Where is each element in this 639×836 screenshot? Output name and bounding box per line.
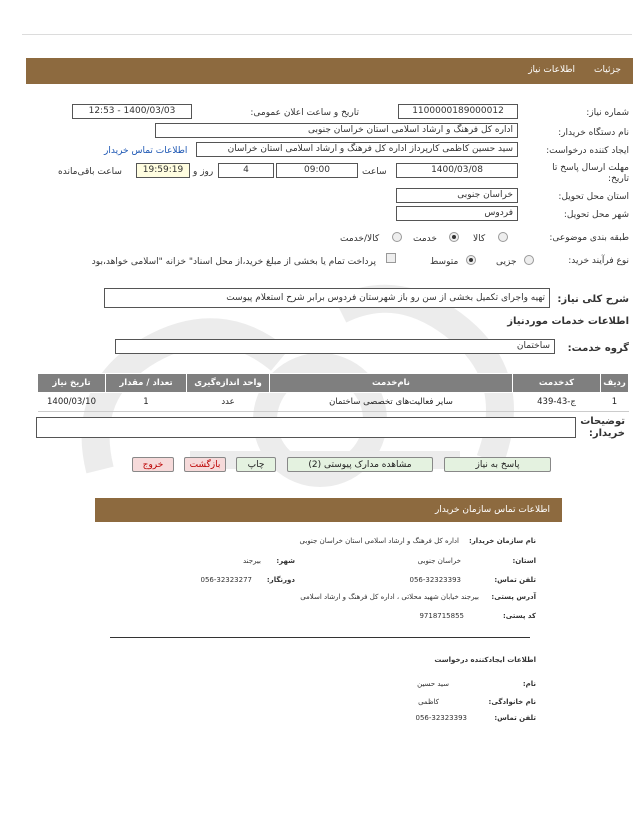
buyer-org-field: اداره کل فرهنگ و ارشاد اسلامی استان خراسان جنوبی <box>155 123 518 138</box>
tab-details[interactable]: جزئیات <box>594 65 621 75</box>
category-label: طبقه بندی موضوعی: <box>549 233 629 243</box>
contact-org-value: اداره کل فرهنگ و ارشاد اسلامی استان خراسان جنوبی <box>299 537 459 545</box>
need-number-field: 1100000189000012 <box>398 104 518 119</box>
announce-label: تاریخ و ساعت اعلان عمومی: <box>250 108 359 118</box>
days-field: 4 <box>218 163 274 178</box>
contact-province-label: استان: <box>512 557 536 565</box>
category-radio-goods[interactable] <box>498 232 508 242</box>
process-radio-medium[interactable] <box>466 255 476 265</box>
contact-city-label: شهر: <box>276 557 295 565</box>
tab-need-info[interactable]: اطلاعات نیاز <box>528 65 575 75</box>
contact-postal-value: 9718715855 <box>419 612 464 620</box>
exit-button[interactable]: خروج <box>132 457 174 472</box>
process-radio-minor[interactable] <box>524 255 534 265</box>
creator-section-title: اطلاعات ایجادکننده درخواست <box>434 656 536 664</box>
back-button[interactable]: بازگشت <box>184 457 226 472</box>
contact-phone-label: تلفن تماس: <box>494 576 536 584</box>
province-label: استان محل تحویل: <box>558 192 629 202</box>
services-table <box>37 373 629 412</box>
buyer-contact-link[interactable]: اطلاعات تماس خریدار <box>104 146 188 156</box>
creator-phone-value: 056-32323393 <box>415 714 467 722</box>
province-field: خراسان جنوبی <box>396 188 518 203</box>
process-minor-label: جزیی <box>496 257 517 267</box>
contact-address-label: آدرس پستی: <box>491 593 536 601</box>
category-radio-service[interactable] <box>449 232 459 242</box>
summary-field: تهیه واجرای تکمیل بخشی از سن رو باز شهرستان فردوس برابر شرح استعلام پیوست <box>104 288 550 308</box>
cell-row: 1 <box>601 393 629 412</box>
services-title: اطلاعات خدمات موردنیاز <box>507 316 629 327</box>
category-service-label: خدمت <box>413 234 437 244</box>
need-number-label: شماره نیاز: <box>586 108 629 118</box>
col-unit: واحد اندازه‌گیری <box>187 374 270 393</box>
contact-address-value: بیرجند خیابان شهید محلاتی ، اداره کل فرهنگ و ارشاد اسلامی <box>300 593 479 601</box>
buyer-notes-field <box>36 417 576 438</box>
creator-name-value: سید حسین <box>417 680 449 688</box>
table-row <box>38 393 629 412</box>
remaining-label: ساعت باقی‌مانده <box>58 167 122 177</box>
top-divider <box>22 34 632 35</box>
contact-org-label: نام سازمان خریدار: <box>468 537 536 545</box>
city-label: شهر محل تحویل: <box>563 210 629 220</box>
header-bar <box>26 58 633 84</box>
contact-section-bar <box>95 498 562 522</box>
creator-family-value: کاظمی <box>418 698 439 706</box>
announce-field: 1400/03/03 - 12:53 <box>72 104 192 119</box>
attachments-button[interactable]: مشاهده مدارک پیوستی (2) <box>287 457 433 472</box>
remaining-time-field: 19:59:19 <box>136 163 190 178</box>
category-radio-both[interactable] <box>392 232 402 242</box>
contact-fax-value: 056-32323277 <box>200 576 252 584</box>
deadline-time-label: ساعت <box>362 167 387 177</box>
contact-divider <box>110 637 530 638</box>
category-both-label: کالا/خدمت <box>340 234 380 244</box>
col-name: نام‌خدمت <box>270 374 513 393</box>
deadline-time-field: 09:00 <box>276 163 358 178</box>
days-label: روز و <box>193 167 214 177</box>
process-medium-label: متوسط <box>430 257 459 267</box>
summary-label: شرح کلی نیاز: <box>557 294 629 305</box>
service-group-field: ساختمان <box>115 339 555 354</box>
col-row: ردیف <box>601 374 629 393</box>
col-code: کدخدمت <box>513 374 601 393</box>
contact-city-value: بیرجند <box>242 557 261 565</box>
contact-section-title: اطلاعات تماس سازمان خریدار <box>434 505 550 515</box>
deadline-date-field: 1400/03/08 <box>396 163 518 178</box>
col-date: تاریخ نیاز <box>38 374 106 393</box>
contact-province-value: خراسان جنوبی <box>417 557 461 565</box>
creator-label: ایجاد کننده درخواست: <box>546 146 629 156</box>
creator-field: سید حسین کاظمی کارپرداز اداره کل فرهنگ و ارشاد اسلامی استان خراسان <box>196 142 518 157</box>
col-qty: تعداد / مقدار <box>106 374 187 393</box>
treasury-note: پرداخت تمام یا بخشی از مبلغ خرید،از محل اسناد" خزانه "اسلامی خواهد،بود <box>91 257 376 267</box>
cell-code: ج-43-439 <box>513 393 601 412</box>
creator-name-label: نام: <box>522 680 536 688</box>
cell-date: 1400/03/10 <box>38 393 106 412</box>
table-header-row <box>38 374 629 393</box>
contact-phone-value: 056-32323393 <box>409 576 461 584</box>
category-goods-label: کالا <box>473 234 486 244</box>
deadline-label: مهلت ارسال پاسخ تا تاریخ: <box>552 163 629 184</box>
cell-name: سایر فعالیت‌های تخصصی ساختمان <box>270 393 513 412</box>
process-label: نوع فرآیند خرید: <box>568 256 629 266</box>
creator-phone-label: تلفن تماس: <box>494 714 536 722</box>
reply-button[interactable]: پاسخ به نیاز <box>444 457 551 472</box>
service-group-label: گروه خدمت: <box>567 343 629 354</box>
cell-qty: 1 <box>106 393 187 412</box>
print-button[interactable]: چاپ <box>236 457 276 472</box>
cell-unit: عدد <box>187 393 270 412</box>
contact-fax-label: دورنگار: <box>266 576 295 584</box>
treasury-checkbox[interactable] <box>386 253 396 263</box>
buyer-notes-label: توضیحات خریدار: <box>580 416 625 439</box>
creator-family-label: نام خانوادگی: <box>488 698 536 706</box>
city-field: فردوس <box>396 206 518 221</box>
contact-postal-label: کد پستی: <box>502 612 536 620</box>
buyer-org-label: نام دستگاه خریدار: <box>558 128 629 138</box>
